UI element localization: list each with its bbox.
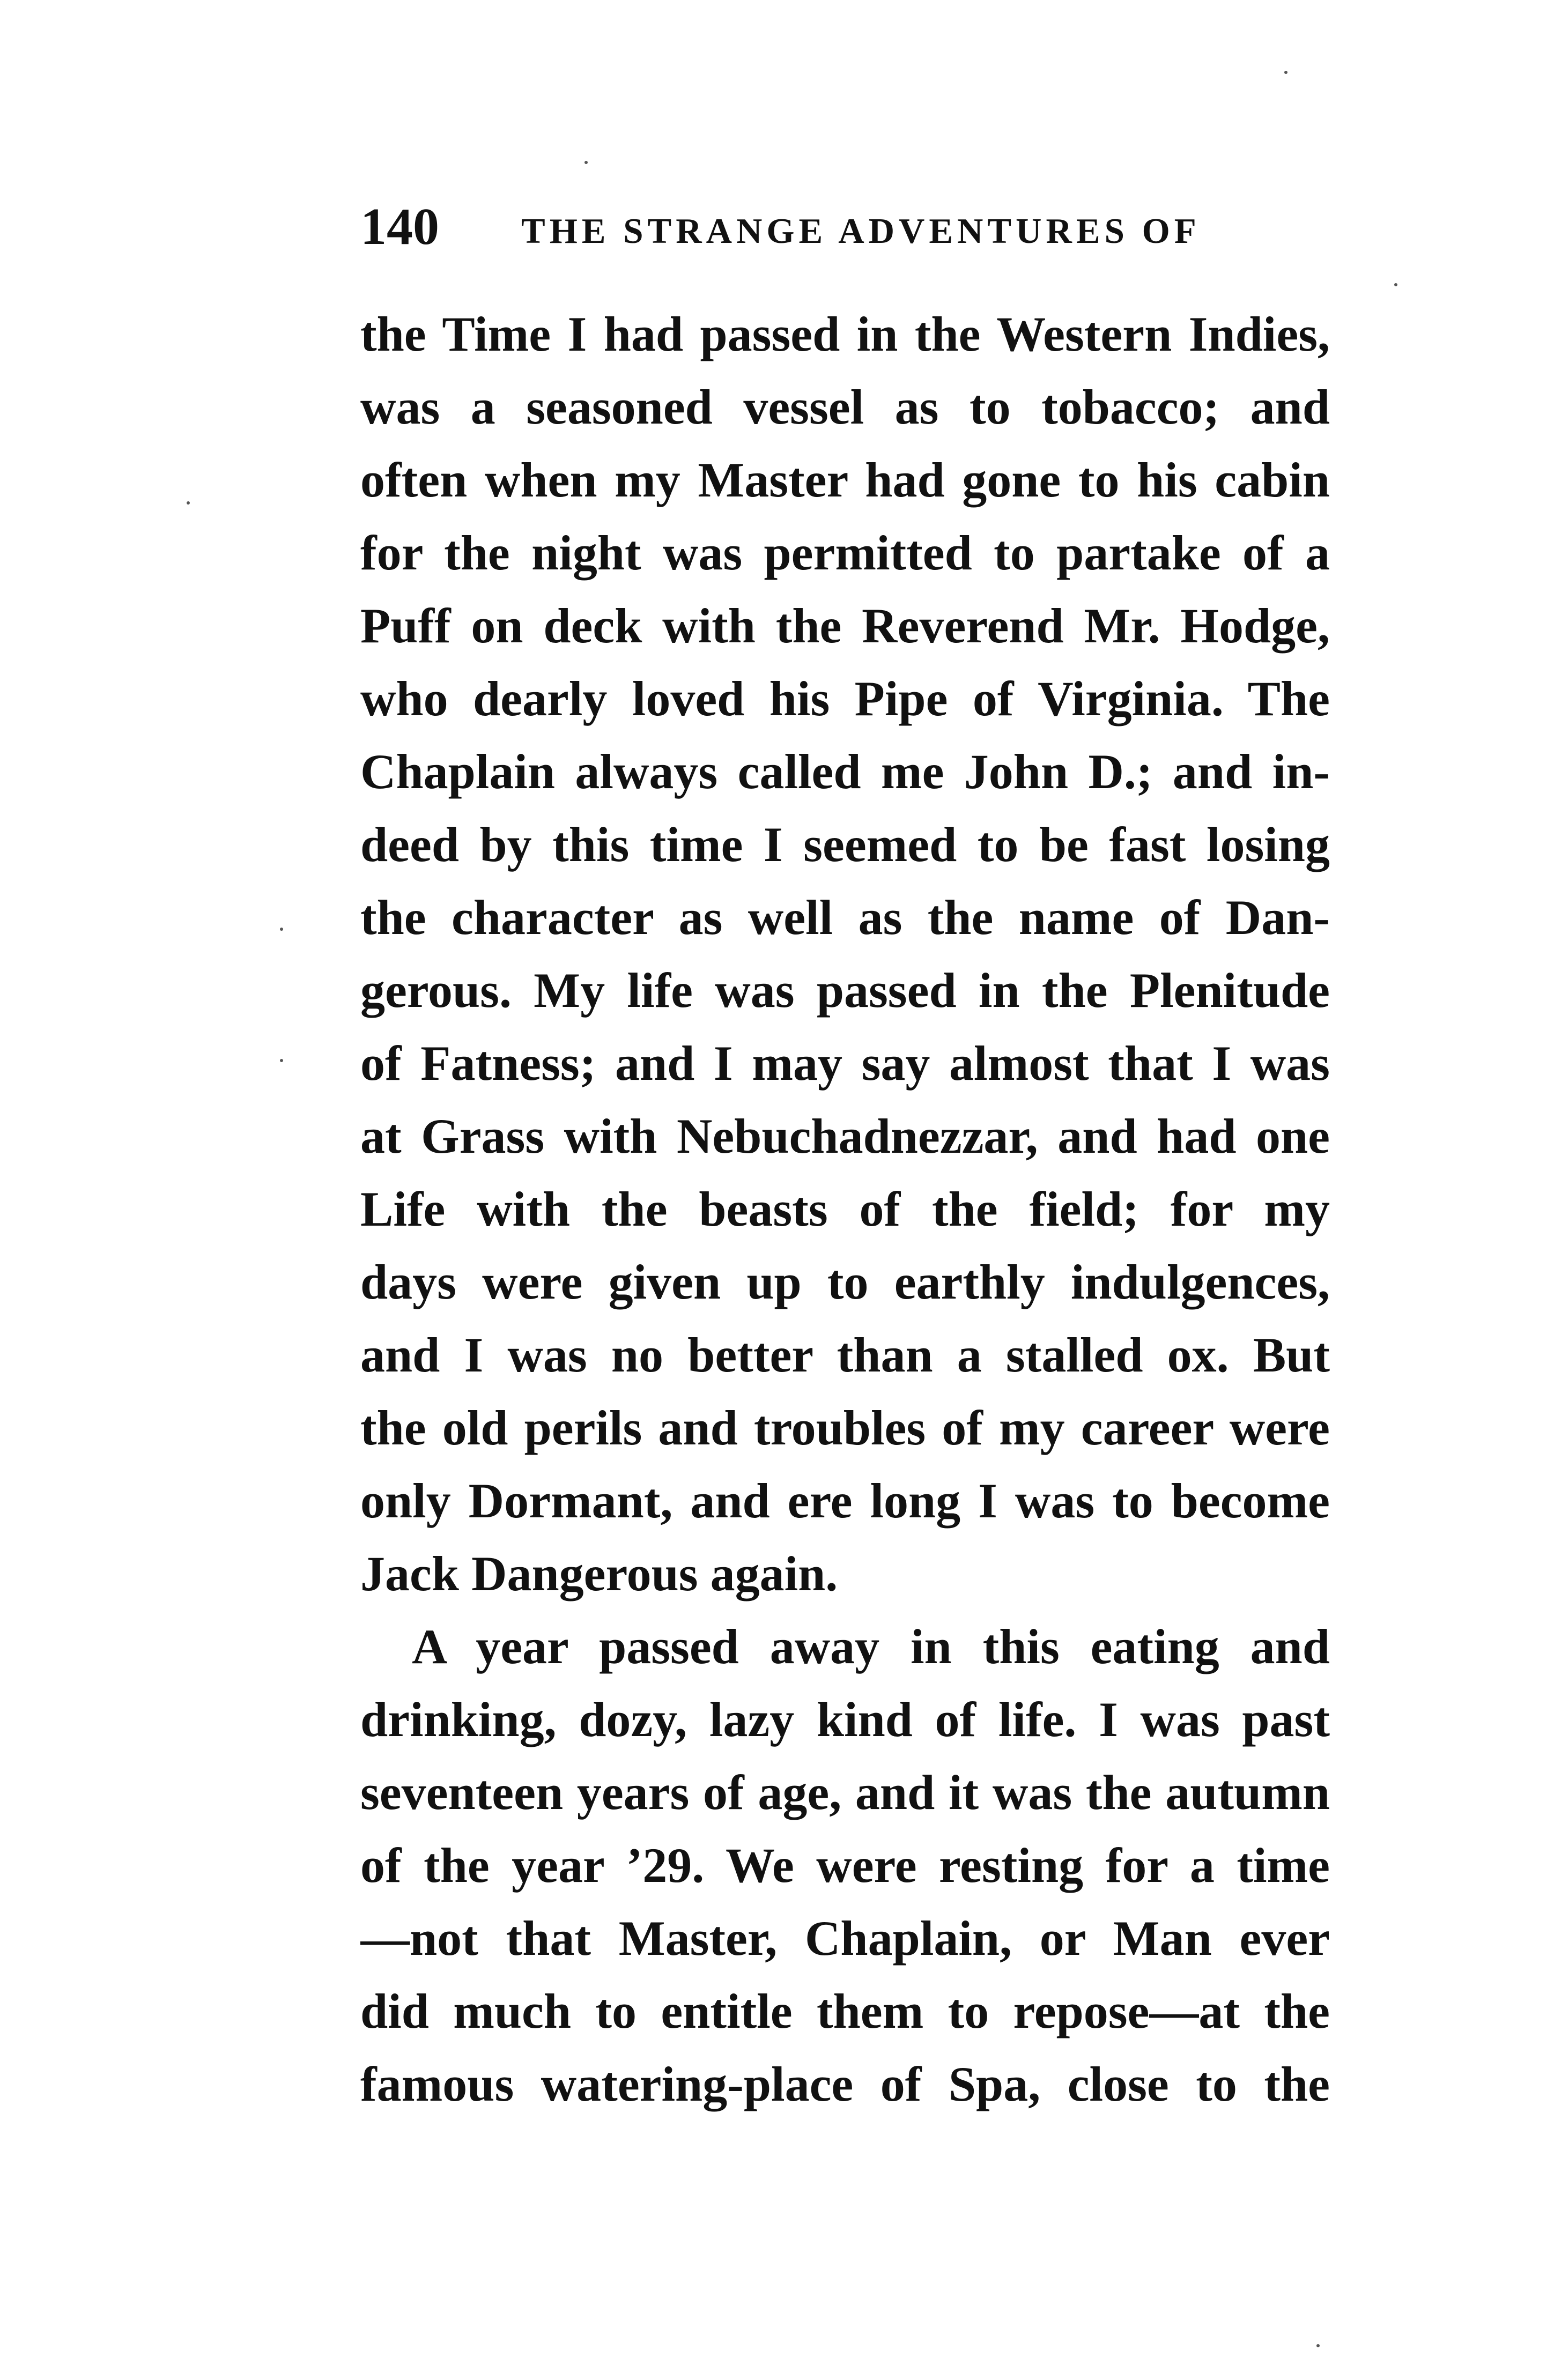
text-line: famous watering-place of Spa, close to the (360, 2057, 1330, 2111)
text-line: days were given up to earthly indulgences, (360, 1255, 1330, 1309)
text-line: seventeen years of age, and it was the autumn (360, 1765, 1330, 1820)
running-title: THE STRANGE ADVENTURES OF (521, 211, 1201, 251)
text-line: was a seasoned vessel as to tobacco; and (360, 380, 1330, 434)
text-line: and I was no better than a stalled ox. But (360, 1328, 1330, 1382)
text-line: of the year ’29. We were resting for a time (360, 1838, 1330, 1893)
text-line: Life with the beasts of the field; for my (360, 1182, 1330, 1236)
scan-speck (584, 161, 588, 164)
text-line: often when my Master had gone to his cabin (360, 453, 1330, 507)
text-line: A year passed away in this eating and (412, 1619, 1330, 1674)
text-line: gerous. My life was passed in the Plenitude (360, 963, 1330, 1018)
text-line: at Grass with Nebuchadnezzar, and had one (360, 1109, 1330, 1163)
scan-speck (280, 928, 283, 931)
text-line: —not that Master, Chaplain, or Man ever (360, 1911, 1330, 1966)
text-line: for the night was permitted to partake of a (360, 525, 1330, 580)
text-line: did much to entitle them to repose—at the (360, 1984, 1330, 2038)
text-line: only Dormant, and ere long I was to become (360, 1473, 1330, 1528)
text-line: deed by this time I seemed to be fast losing (360, 817, 1330, 872)
scan-speck (1284, 71, 1287, 74)
text-line: Chaplain always called me John D.; and in- (360, 744, 1330, 799)
scan-speck (1394, 283, 1397, 286)
page-number: 140 (360, 198, 439, 256)
running-head (360, 197, 1331, 256)
text-line: of Fatness; and I may say almost that I was (360, 1036, 1330, 1091)
text-line: the character as well as the name of Dan- (360, 890, 1330, 945)
text-line: the old perils and troubles of my career were (360, 1400, 1330, 1455)
text-line: Puff on deck with the Reverend Mr. Hodge, (360, 598, 1330, 653)
text-line: Jack Dangerous again. (360, 1546, 838, 1601)
text-line: the Time I had passed in the Western Indies, (360, 307, 1330, 361)
text-line: who dearly loved his Pipe of Virginia. The (360, 671, 1330, 726)
scan-speck (187, 501, 190, 505)
scan-speck (1316, 2344, 1320, 2347)
text-line: drinking, dozy, lazy kind of life. I was past (360, 1692, 1330, 1747)
body-text (360, 298, 1330, 2121)
scan-speck (280, 1059, 283, 1062)
